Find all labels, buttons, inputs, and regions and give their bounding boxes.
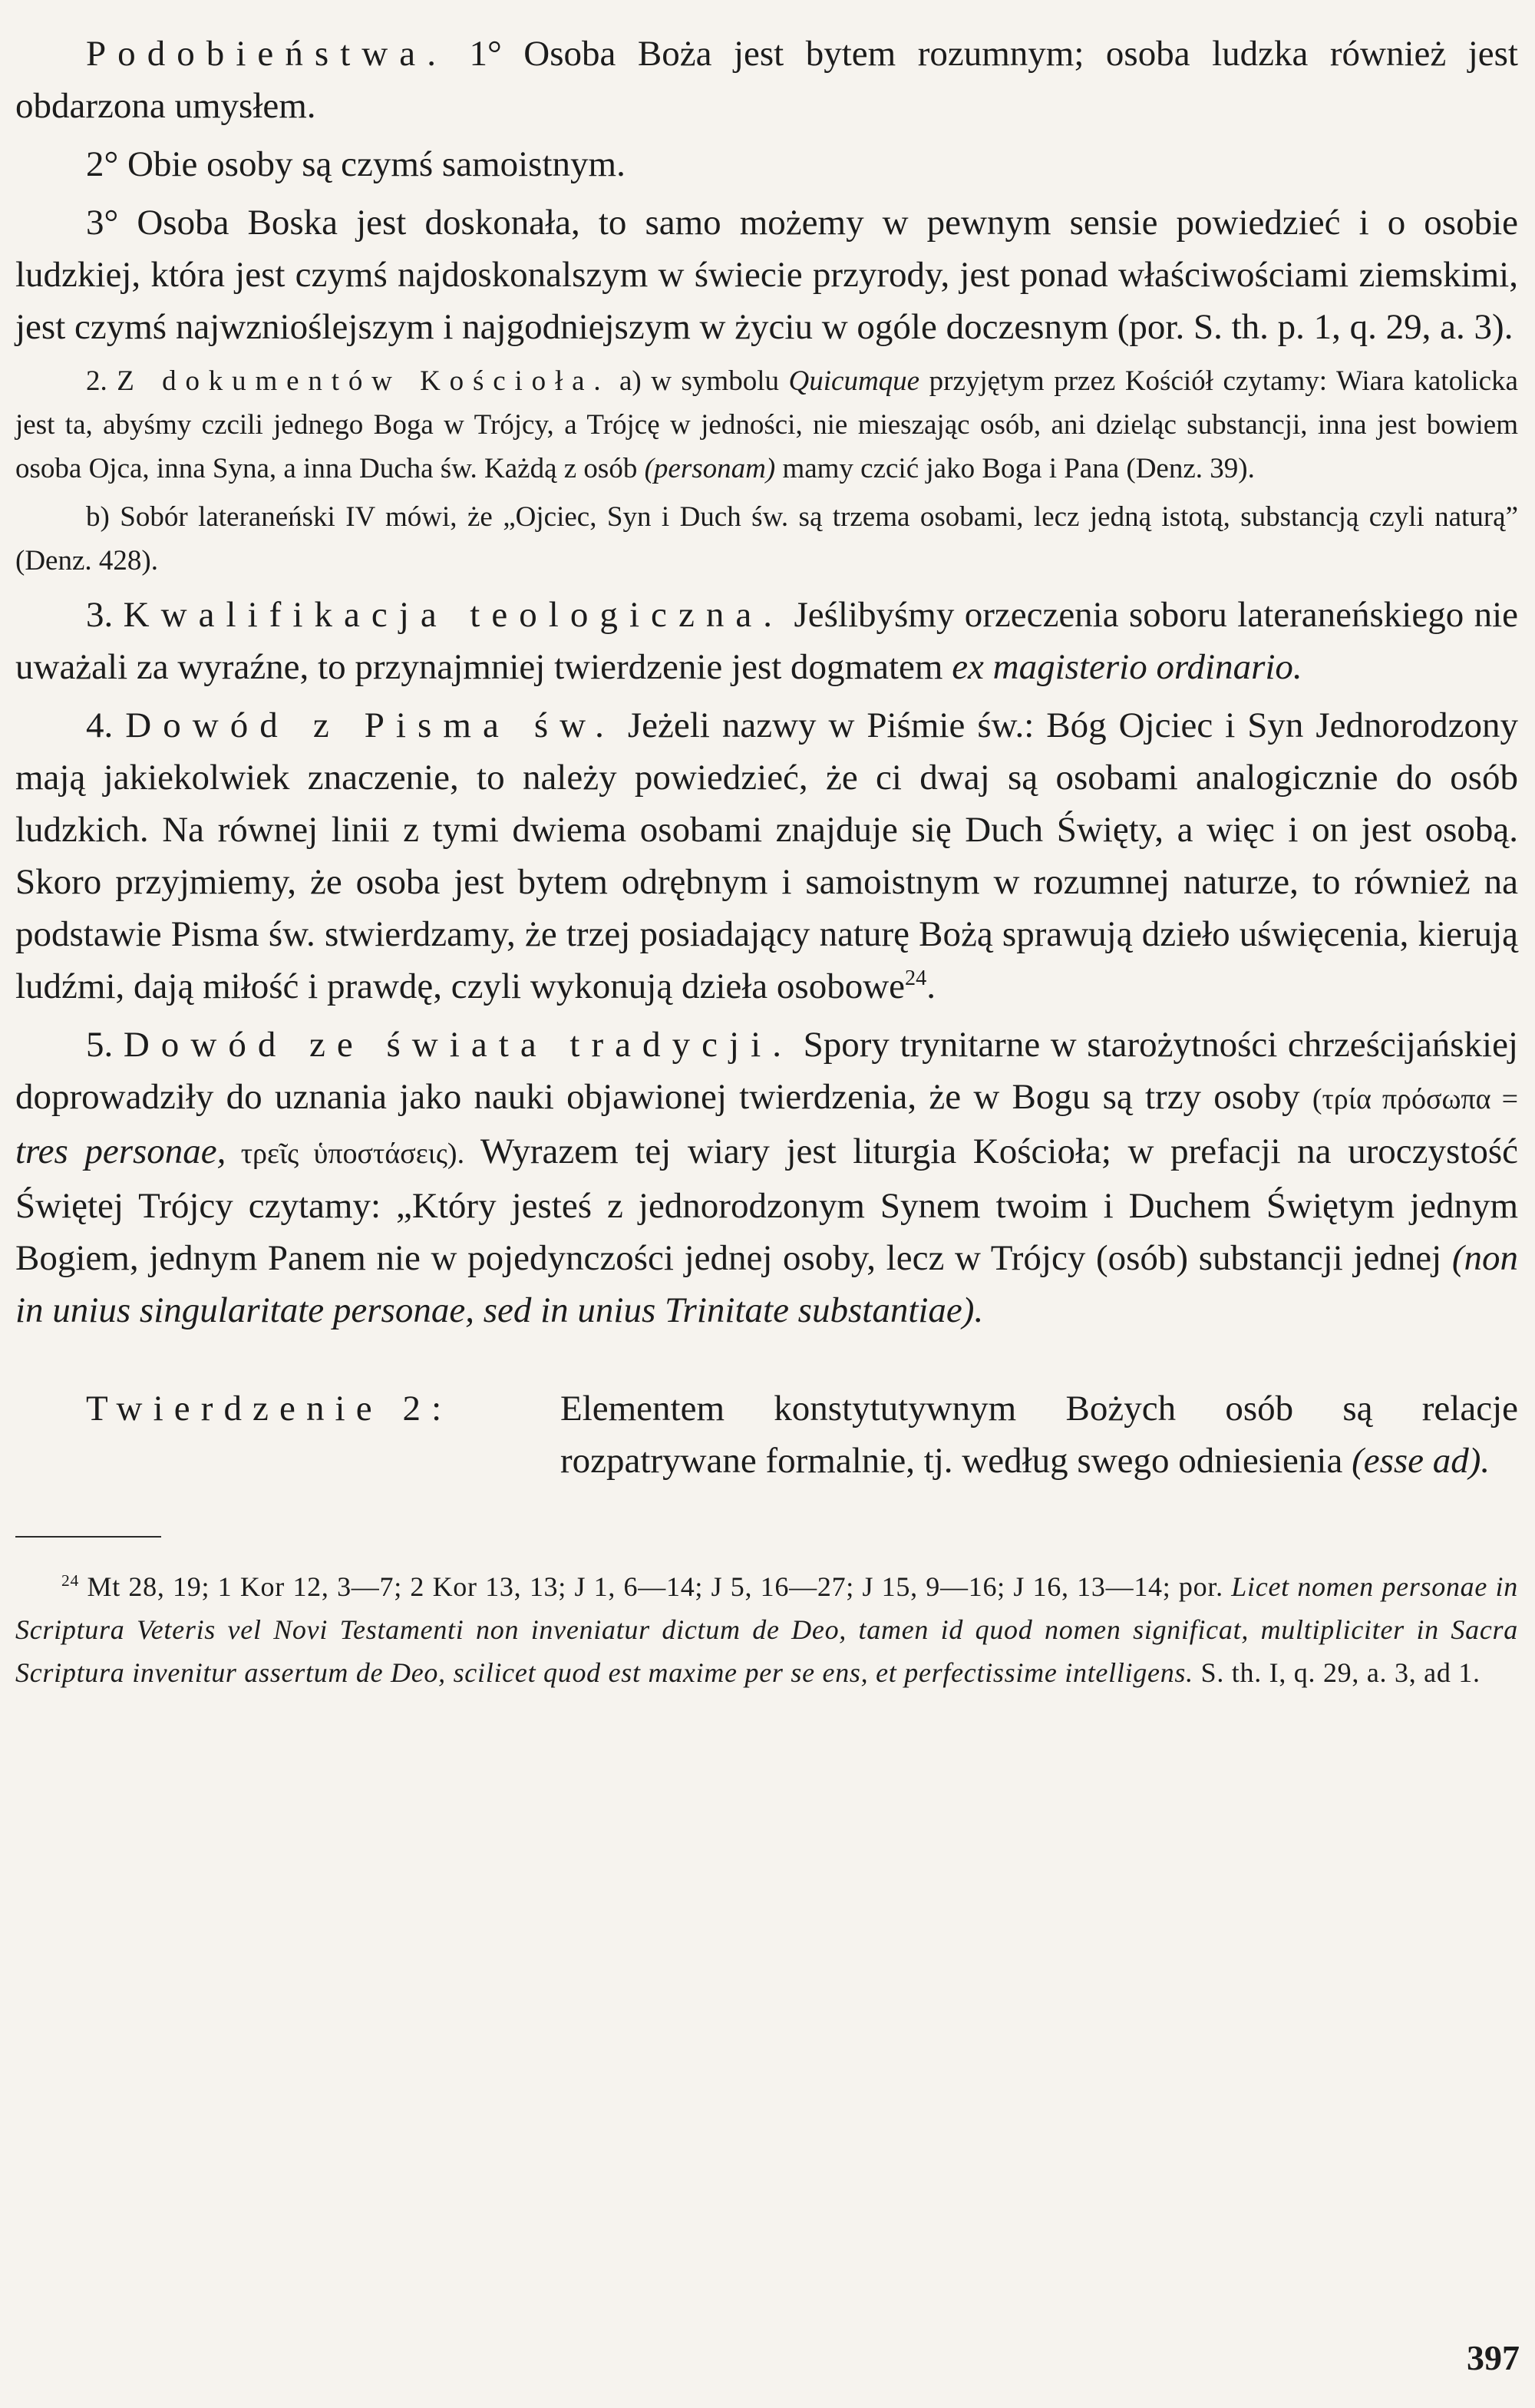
paragraph-church-documents [15, 359, 1518, 491]
footnote-24 [15, 1565, 1518, 1694]
section-number: 2. [86, 365, 107, 397]
footnote-text: Mt 28, 19; 1 Kor 12, 3—7; 2 Kor 13, 13; J 1, 6—14; J 5, 16—27; J 15, 9—16; J 16, 13—14; por. [79, 1571, 1232, 1602]
footnote-text: S. th. I, q. 29, a. 3, ad 1. [1193, 1657, 1481, 1688]
paragraph-text: Wyrazem tej wiary jest liturgia Kościoła; w prefacji na uroczystość Świętej Trójcy czytamy: „Który jesteś z jednorodzonym Synem twoim i Duchem Świętym jednym Bogiem, jednym Panem nie w pojedynczości jednej osoby, lecz w Trójcy (osób) substancji jednej [15, 1131, 1518, 1278]
section-label: Dowód z Pisma św. [125, 705, 616, 745]
greek-text: (τρία πρόσωπα = [1312, 1083, 1518, 1115]
section-label: Kwalifikacja teologiczna. [123, 595, 784, 635]
thesis-block [15, 1382, 1518, 1487]
paragraph-similarities [15, 28, 1518, 132]
thesis-label: Twierdzenie 2: [86, 1389, 453, 1429]
thesis-text [560, 1382, 1518, 1487]
greek-text: τρεῖς ὑποστάσεις). [226, 1138, 465, 1170]
italic-text: tres personae, [15, 1131, 226, 1171]
italic-text: (non in unius singularitate personae, sed in unius Trinitate substantiae). [15, 1238, 1518, 1330]
italic-text: Licet nomen personae in Scriptura Veteris vel Novi Testamenti non inveniatur dictum de Deo, tamen id quod nomen significat, multipliciter in Sacra Scriptura invenitur assertum de Deo, scilicet quod est maxime per se ens, et perfectissime intelligens. [15, 1571, 1519, 1688]
footnote-number: 24 [61, 1571, 80, 1590]
section-number: 4. [86, 705, 114, 745]
paragraph-theological-qualification [15, 589, 1518, 693]
paragraph-text: 1° Osoba Boża jest bytem rozumnym; osoba ludzka również jest obdarzona umysłem. [15, 34, 1518, 126]
thesis-body: Elementem konstytutywnym Bożych osób są relacje rozpatrywane formalnie, tj. według swego odniesienia [560, 1389, 1518, 1481]
section-label: Dowód ze świata tradycji. [123, 1025, 794, 1065]
section-number: 3. [86, 595, 114, 635]
page-content [15, 28, 1518, 1722]
italic-text: Quicumque [788, 365, 920, 397]
paragraph-text: Spory trynitarne w starożytności chrześcijańskiej doprowadziły do uznania jako nauki objawionej twierdzenia, że w Bogu są trzy osoby [15, 1025, 1518, 1117]
italic-text: (personam) [644, 453, 776, 484]
paragraph-text: przyjętym przez Kościół czytamy: Wiara katolicka jest ta, abyśmy czcili jednego Boga w Trójcy, a Trójcę w jedności, nie mieszając osób, ani dzieląc substancji, inna jest bowiem osoba Ojca, inna Syna, a inna Ducha św. Każdą z osób [15, 365, 1518, 484]
paragraph-point-3: 3° Osoba Boska jest doskonała, to samo możemy w pewnym sensie powiedzieć i o osobie ludzkiej, która jest czymś najdoskonalszym w świecie przyrody, jest ponad właściwościami ziemskimi, jest czymś najwznioślejszym i najgodniejszym w życiu w ogóle doczesnym (por. S. th. p. 1, q. 29, a. 3). [15, 203, 1518, 347]
italic-text: ex magisterio ordinario. [952, 647, 1302, 687]
paragraph-text: mamy czcić jako Boga i Pana (Denz. 39). [775, 453, 1255, 484]
paragraph-lateran-council: b) Sobór lateraneński IV mówi, że „Ojciec, Syn i Duch św. są trzema osobami, lecz jedną istotą, substancją czyli naturą” (Denz. 428). [15, 501, 1518, 576]
paragraph-tradition-proof [15, 1019, 1518, 1336]
section-label: Podobieństwa. [86, 34, 447, 74]
footnote-reference: 24 [905, 966, 927, 991]
paragraph-point-2: 2° Obie osoby są czymś samoistnym. [86, 144, 626, 184]
spacer [15, 1336, 1518, 1382]
paragraph-text: a) w symbolu [609, 365, 789, 397]
paragraph-scripture-proof [15, 699, 1518, 1012]
paragraph-text: Jeślibyśmy orzeczenia soboru lateraneńskiego nie uważali za wyraźne, to przynajmniej twierdzenie jest dogmatem [15, 595, 1518, 687]
section-label: Z dokumentów Kościoła. [117, 365, 610, 397]
italic-text: (esse ad). [1352, 1441, 1490, 1481]
footnote-divider [15, 1536, 161, 1538]
paragraph-text: Jeżeli nazwy w Piśmie św.: Bóg Ojciec i Syn Jednorodzony mają jakiekolwiek znaczenie, to należy powiedzieć, że ci dwaj są osobami analogicznie do osób ludzkich. Na równej linii z tymi dwiema osobami znajduje się Duch Święty, a więc i on jest osobą. Skoro przyjmiemy, że osoba jest bytem odrębnym i samoistnym w rozumnej naturze, to również na podstawie Pisma św. stwierdzamy, że trzej posiadający naturę Bożą sprawują dzieło uświęcenia, kierują ludźmi, dają miłość i prawdę, czyli wykonują dzieła osobowe [15, 705, 1519, 1006]
section-number: 5. [86, 1025, 114, 1065]
page-number: 397 [1467, 2338, 1520, 2377]
paragraph-text: . [926, 966, 936, 1006]
